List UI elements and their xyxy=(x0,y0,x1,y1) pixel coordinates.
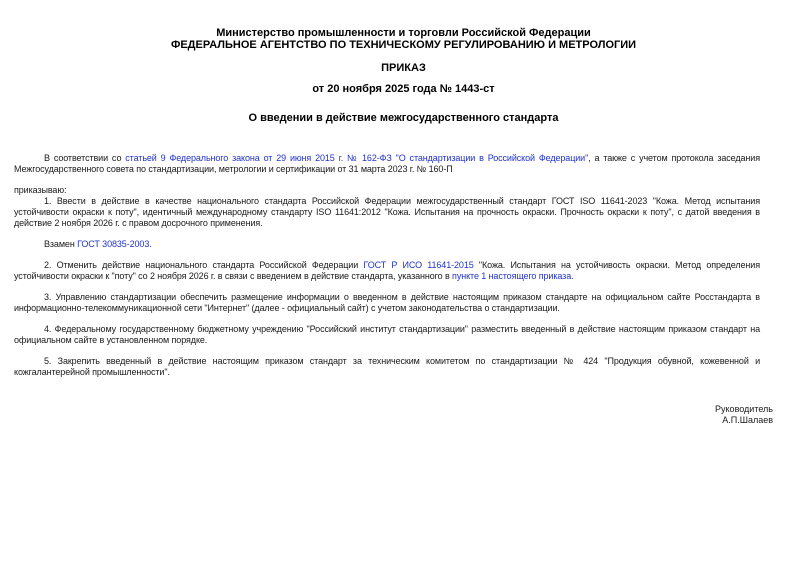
item-4 xyxy=(14,324,760,346)
item-3 xyxy=(14,292,760,314)
document-body xyxy=(14,153,760,378)
signature-block xyxy=(0,404,807,426)
document-subject: О введении в действие межгосударственного стандарта xyxy=(248,112,559,124)
paragraph-text: 4. Федеральному государственному бюджетному учреждению "Российский институт стандартизации" разместить введенный в действие настоящим приказом стандарт на официальном сайте в установленном порядке. xyxy=(14,323,760,345)
document-header xyxy=(0,28,807,125)
document-type: ПРИКАЗ xyxy=(381,62,426,74)
item-5 xyxy=(14,356,760,378)
vzamen-note xyxy=(14,239,760,250)
paragraph-text: Взамен xyxy=(44,238,78,249)
paragraph-text: "Кожа. Испытания на устойчивость окраски. Метод определения устойчивости окраски к "поту" со 2 ноября 2026 г. в связи с введением в действие стандарта, указанного в xyxy=(14,259,760,281)
item-1 xyxy=(14,196,760,229)
paragraph-text: 1. Ввести в действие в качестве национального стандарта Российской Федерации межгосударственный стандарт ГОСТ ISO 11641-2023 "Кожа. Метод испытания устойчивости окраски к поту", идентичный международному стандарту ISO 11641:2012 "Кожа. Испытания на прочность окраски. Прочность окраски к поту", с датой введения в действие 2 ноября 2026 г. с правом досрочного применения. xyxy=(14,195,760,228)
document-link[interactable]: ГОСТ 30835-2003. xyxy=(77,238,152,249)
document-date-number: от 20 ноября 2025 года № 1443-ст xyxy=(312,82,495,95)
paragraph-text: , а также с учетом протокола заседания Межгосударственного совета по стандартизации, метрологии и сертификации от 31 марта 2023 г. № 160-П xyxy=(14,152,760,174)
paragraph-text: 5. Закрепить введенный в действие настоящим приказом стандарт за техническим комитетом по стандартизации № 424 "Продукция обувной, кожевенной и кожгалантерейной промышленности". xyxy=(14,355,760,377)
intro-paragraph xyxy=(14,153,760,175)
document-link[interactable]: "О стандартизации в Российской Федерации" xyxy=(395,152,589,163)
paragraph-text: 2. Отменить действие национального стандарта Российской Федерации xyxy=(44,259,364,270)
signer-name: А.П.Шалаев xyxy=(722,414,773,425)
document-link[interactable]: статьей 9 Федерального закона от 29 июня 2015 г. № 162-ФЗ xyxy=(125,152,392,163)
ministry-line: Министерство промышленности и торговли Российской Федерации xyxy=(216,27,591,39)
signer-title: Руководитель xyxy=(715,403,773,414)
document-link[interactable]: ГОСТ Р ИСО 11641-2015 xyxy=(363,259,474,270)
item-2 xyxy=(14,260,760,282)
paragraph-text: В соответствии со xyxy=(44,152,126,163)
order-lead-in xyxy=(14,185,760,196)
paragraph-text: 3. Управлению стандартизации обеспечить размещение информации о введенном в действие настоящим приказом стандарте на официальном сайте Росстандарта в информационно-телекоммуникационной сети "Интернет" (далее - официальный сайт) с учетом законодательства о стандартизации. xyxy=(14,291,760,313)
document-link[interactable]: пункте 1 настоящего приказа. xyxy=(452,270,574,281)
agency-line: ФЕДЕРАЛЬНОЕ АГЕНТСТВО ПО ТЕХНИЧЕСКОМУ РЕГУЛИРОВАНИЮ И МЕТРОЛОГИИ xyxy=(170,38,637,51)
paragraph-text: приказываю: xyxy=(14,184,67,195)
